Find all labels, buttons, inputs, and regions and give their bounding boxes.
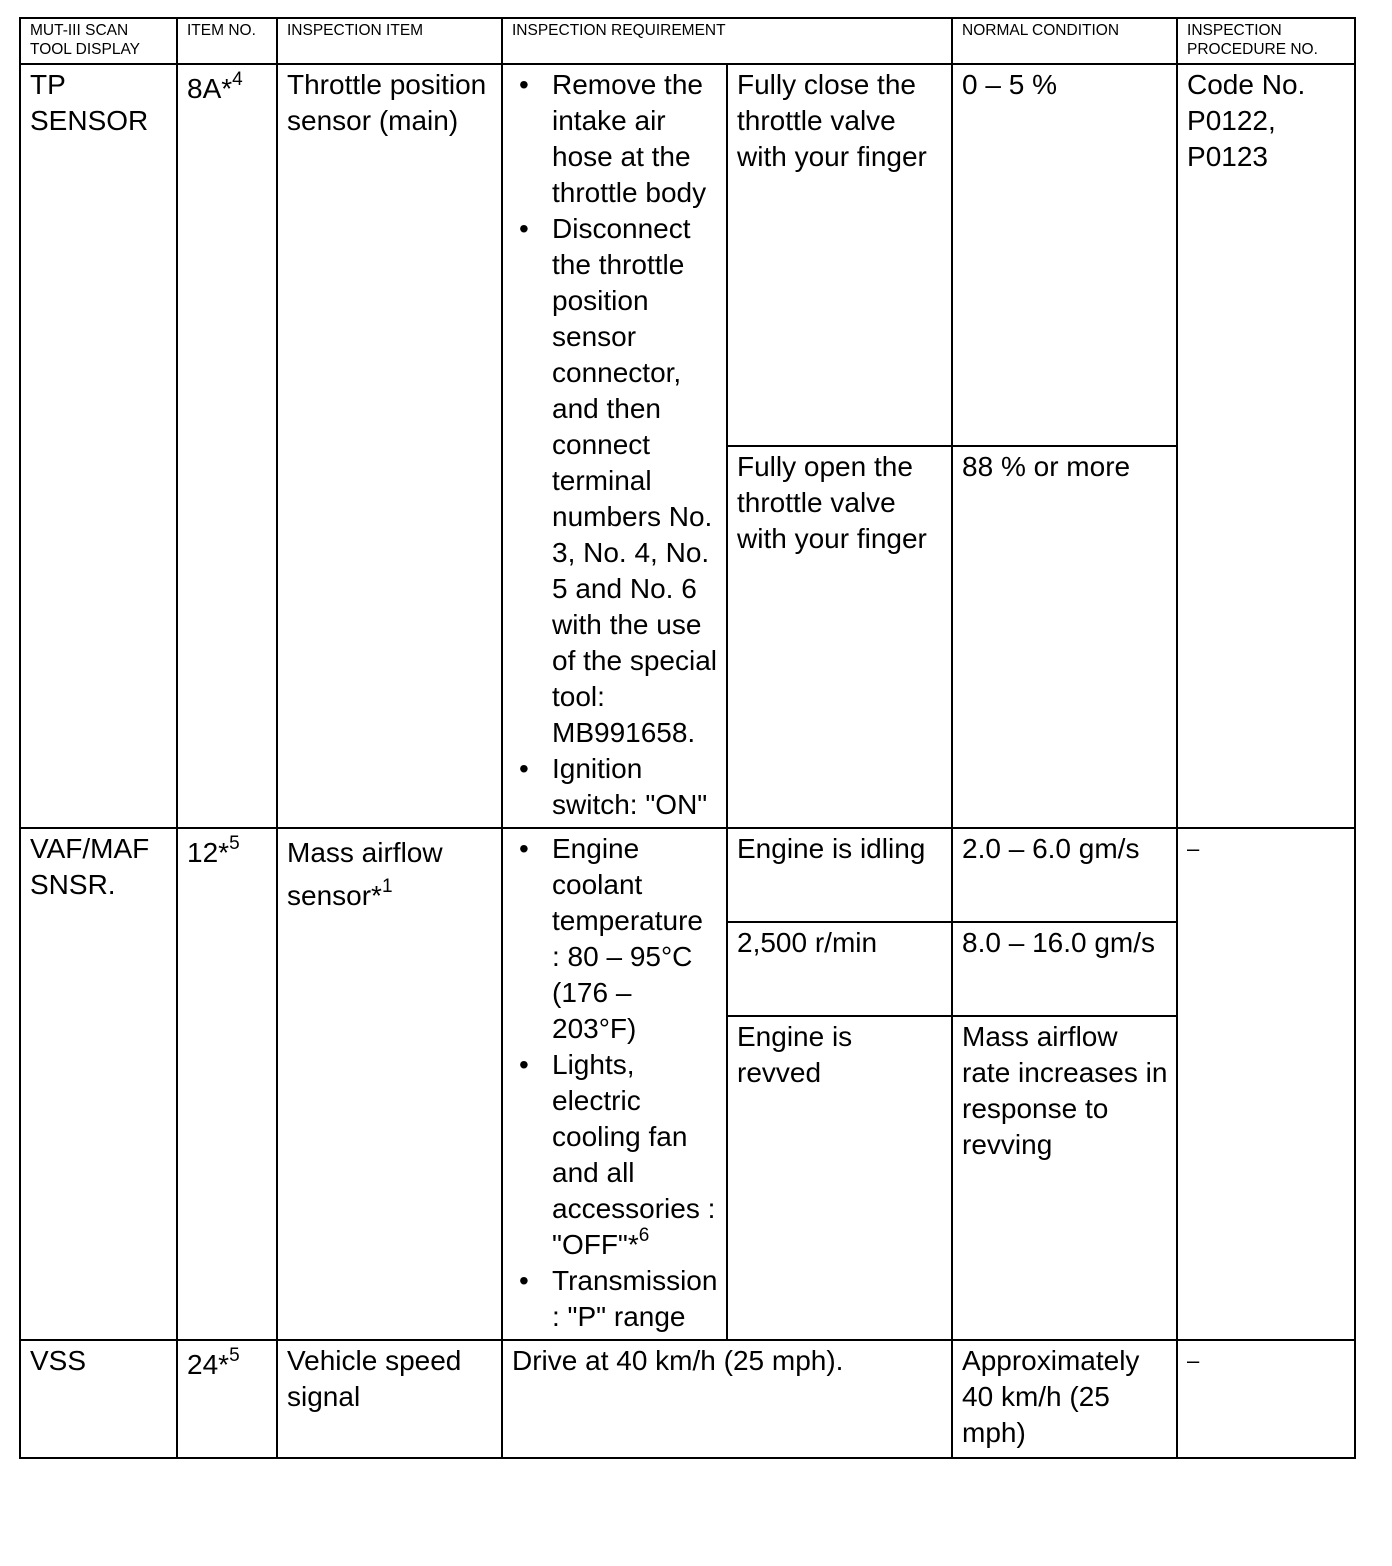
inspection-item-text: Throttle position sensor (main) [287,69,487,136]
normal-condition-cell: 2.0 – 6.0 gm/s [952,828,1177,922]
footnote-marker: * [371,880,382,911]
footnote-marker: * [627,1229,639,1260]
list-item-text: Lights, electric cooling fan and all accessories : "OFF" [552,1049,716,1260]
footnote-number: 5 [229,1344,240,1366]
header-row [20,18,1355,64]
item-no-cell [177,828,277,1340]
item-no-text: 24 [187,1349,219,1380]
normal-condition-cell: Approximately 40 km/h (25 mph) [952,1340,1177,1458]
inspection-item-text: Mass airflow sensor [287,837,443,911]
scan-tool-display-cell [20,828,177,1340]
requirement-list-cell [502,64,727,828]
table-row [20,64,1355,446]
item-no-cell [177,1340,277,1458]
item-no-text: 8A [187,73,222,104]
header-scan-tool-display: MUT-III SCAN TOOL DISPLAY [20,18,177,64]
condition-cell: Engine is revved [727,1016,952,1340]
footnote-marker: * [218,1349,230,1380]
footnote-number: 4 [232,68,243,90]
footnote-marker: * [218,837,230,868]
normal-condition-cell: 0 – 5 % [952,64,1177,446]
condition-cell: Fully open the throttle valve with your finger [727,446,952,828]
normal-condition-cell: Mass airflow rate increases in response to revving [952,1016,1177,1340]
footnote-marker: * [221,73,233,104]
inspection-item-cell [277,64,502,828]
header-item-no: ITEM NO. [177,18,277,64]
inspection-table [19,17,1356,1459]
list-item: • Disconnect the throttle position sensor connector, and then connect terminal numbers No. 3, No. 4, No. 5 and No. 6 with the use of the special tool: MB991658. [552,211,718,751]
inspection-item-cell: Vehicle speed signal [277,1340,502,1458]
table-row [20,1340,1355,1458]
item-no-text: 12 [187,837,219,868]
list-item: • Ignition switch: "ON" [552,751,718,823]
table-row [20,828,1355,922]
requirement-list-cell [502,828,727,1340]
condition-cell: 2,500 r/min [727,922,952,1016]
condition-cell: Fully close the throttle valve with your finger [727,64,952,446]
scan-tool-display-cell: VSS [20,1340,177,1458]
footnote-number: 5 [229,832,240,854]
normal-condition-cell: 88 % or more [952,446,1177,828]
inspection-item-cell [277,828,502,1340]
procedure-cell: – [1177,828,1355,1340]
condition-cell: Engine is idling [727,828,952,922]
requirement-list [512,831,718,1335]
normal-condition-cell: 8.0 – 16.0 gm/s [952,922,1177,1016]
procedure-cell: – [1177,1340,1355,1458]
header-normal-condition: NORMAL CONDITION [952,18,1177,64]
footnote-number: 1 [381,875,393,897]
header-procedure-no: INSPECTION PROCEDURE NO. [1177,18,1355,64]
display-text: VAF/MAF SNSR. [30,833,150,900]
header-inspection-requirement: INSPECTION REQUIREMENT [502,18,952,64]
list-item: • Engine coolant temperature : 80 – 95°C (176 – 203°F) [552,831,718,1047]
scan-tool-display-cell [20,64,177,828]
requirement-cell: Drive at 40 km/h (25 mph). [502,1340,952,1458]
requirement-list [512,67,718,823]
procedure-cell: Code No. P0122, P0123 [1177,64,1355,828]
display-text: TP SENSOR [30,69,149,136]
header-inspection-item: INSPECTION ITEM [277,18,502,64]
list-item [552,1047,718,1263]
footnote-number: 6 [638,1224,650,1246]
item-no-cell [177,64,277,828]
list-item: • Transmission : "P" range [552,1263,718,1335]
list-item: • Remove the intake air hose at the throttle body [552,67,718,211]
